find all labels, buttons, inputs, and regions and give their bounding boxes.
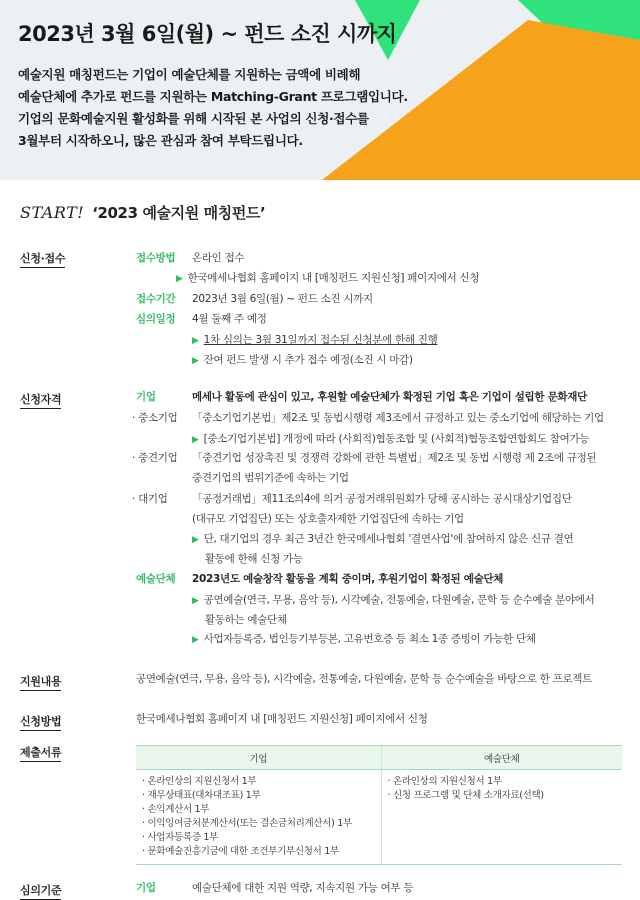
review-detail-1-text: 1차 심의는 3월 31일까지 접수된 신청분에 한해 진행 (203, 334, 438, 346)
criteria-company-value: 예술단체에 대한 지원 역량, 지속지원 가능 여부 등 (192, 882, 414, 894)
arrow-right-icon: ▶ (192, 635, 199, 645)
arrow-right-icon: ▶ (192, 435, 199, 445)
large-desc-2: (대규모 기업집단) 또는 상호출자제한 기업집단에 속하는 기업 (192, 513, 464, 525)
sme-detail-text: [중소기업기본법] 개정에 따라 (사회적)협동조합 및 (사회적)협동조합연합회도 참여가능 (203, 433, 590, 445)
documents-table (136, 745, 622, 865)
mid-desc-2: 중견기업의 범위기준에 속하는 기업 (192, 472, 349, 484)
method-text: 한국메세나협회 홈페이지 내 [매칭펀드 지원신청] 페이지에서 신청 (136, 713, 428, 725)
section-heading-documents: 제출서류 (20, 746, 61, 762)
review-detail-2 (192, 353, 413, 368)
arrow-right-icon: ▶ (192, 336, 199, 346)
table-row (136, 770, 622, 865)
arts-detail-1a (192, 593, 594, 608)
large-desc-1: 「공정거래법」제11조의4에 의거 공정거래위원회가 당해 공시하는 공시대상기업집단 (192, 493, 572, 505)
arts-detail-1b: 활동하는 예술단체 (205, 614, 287, 626)
arrow-right-icon: ▶ (192, 596, 199, 606)
method-label: 접수방법 (136, 252, 176, 264)
arts-detail-2 (192, 632, 536, 647)
section-heading-method: 신청방법 (20, 715, 61, 731)
criteria-company-label: 기업 (136, 882, 156, 894)
support-value: 공연예술(연극, 무용, 음악 등), 시각예술, 전통예술, 다원예술, 문학 등 순수예술을 바탕으로 한 프로젝트 (136, 673, 592, 685)
column-header-company: 기업 (136, 746, 381, 770)
sme-label: · 중소기업 (132, 412, 178, 424)
arts-desc: 2023년도 예술창작 활동을 계획 중이며, 후원기업이 확정된 예술단체 (192, 573, 504, 585)
intro-line: 3월부터 시작하오니, 많은 관심과 참여 부탁드립니다. (18, 133, 303, 148)
list-item: · 손익계산서 1부 (142, 804, 210, 815)
section-heading-apply: 신청·접수 (20, 252, 65, 268)
review-value: 4월 둘째 주 예정 (192, 313, 267, 325)
column-header-arts: 예술단체 (381, 746, 622, 770)
arts-detail-2-text: 사업자등록증, 법인등기부등본, 고유번호증 등 최소 1종 증빙이 가능한 단체 (203, 633, 536, 645)
intro-line: 기업의 문화예술지원 활성화를 위해 시작된 본 사업의 신청·접수를 (18, 111, 369, 126)
method-value: 온라인 접수 (192, 252, 245, 264)
review-label: 심의일정 (136, 313, 176, 325)
intro-text (18, 64, 448, 152)
list-item: · 사업자등록증 1부 (142, 832, 219, 843)
arrow-right-icon: ▶ (192, 356, 199, 366)
arts-docs-cell (381, 770, 622, 865)
review-detail-2-text: 잔여 펀드 발생 시 추가 접수 예정(소진 시 마감) (203, 354, 413, 366)
start-heading (20, 202, 265, 223)
period-label: 접수기간 (136, 293, 176, 305)
method-detail (176, 271, 479, 286)
sme-detail (192, 432, 589, 447)
program-title: ‘2023 예술지원 매칭펀드’ (92, 204, 266, 222)
intro-line: 예술단체에 추가로 펀드를 지원하는 Matching-Grant 프로그램입니다. (18, 89, 408, 104)
arrow-right-icon: ▶ (192, 535, 199, 545)
large-label: · 대기업 (132, 493, 168, 505)
large-detail-1-text: 단, 대기업의 경우 최근 3년간 한국메세나협회 '결연사업'에 참여하지 않은 신규 결연 (203, 533, 574, 545)
arts-label: 예술단체 (136, 573, 176, 585)
intro-line: 예술지원 매칭펀드는 기업이 예술단체를 지원하는 금액에 비례해 (18, 67, 361, 82)
list-item: · 재무상태표(대차대조표) 1부 (142, 790, 261, 801)
mid-desc-1: 「중견기업 성장촉진 및 경쟁력 강화에 관한 특별법」제2조 및 동법 시행령 제 2조에 규정된 (192, 452, 597, 464)
section-heading-eligibility: 신청자격 (20, 393, 61, 409)
large-detail-1 (192, 532, 573, 547)
company-desc: 메세나 활동에 관심이 있고, 후원할 예술단체가 확정된 기업 혹은 기업이 설립한 문화재단 (192, 391, 587, 403)
section-heading-criteria: 심의기준 (20, 884, 61, 900)
mid-label: · 중견기업 (132, 452, 178, 464)
list-item: · 온라인상의 지원신청서 1부 (142, 776, 257, 787)
company-docs-cell (136, 770, 381, 865)
review-detail-1 (192, 333, 437, 348)
large-detail-2: 활동에 한해 신청 가능 (205, 553, 303, 565)
list-item: · 문화예술진흥기금에 대한 조건부기부신청서 1부 (142, 846, 339, 857)
period-value: 2023년 3월 6일(월) ~ 펀드 소진 시까지 (192, 293, 373, 305)
start-mark: START! (20, 203, 85, 222)
company-label: 기업 (136, 391, 156, 403)
section-heading-support: 지원내용 (20, 675, 61, 691)
sme-desc: 「중소기업기본법」제2조 및 동법시행령 제3조에서 규정하고 있는 중소기업에 해당하는 기업 (192, 412, 604, 424)
arts-detail-1a-text: 공연예술(연극, 무용, 음악 등), 시각예술, 전통예술, 다원예술, 문학 등 순수예술 분야에서 (203, 594, 595, 606)
page-title: 2023년 3월 6일(월) ~ 펀드 소진 시까지 (18, 22, 397, 46)
table-header-row (136, 746, 622, 770)
list-item: · 온라인상의 지원신청서 1부 (387, 776, 502, 787)
header-banner (0, 0, 640, 180)
list-item: · 이익잉여금처분계산서(또는 결손금처리계산서) 1부 (142, 818, 352, 829)
method-detail-text: 한국메세나협회 홈페이지 내 [매칭펀드 지원신청] 페이지에서 신청 (187, 272, 480, 284)
arrow-right-icon: ▶ (176, 274, 183, 284)
list-item: · 신청 프로그램 및 단체 소개자료(선택) (387, 790, 544, 801)
